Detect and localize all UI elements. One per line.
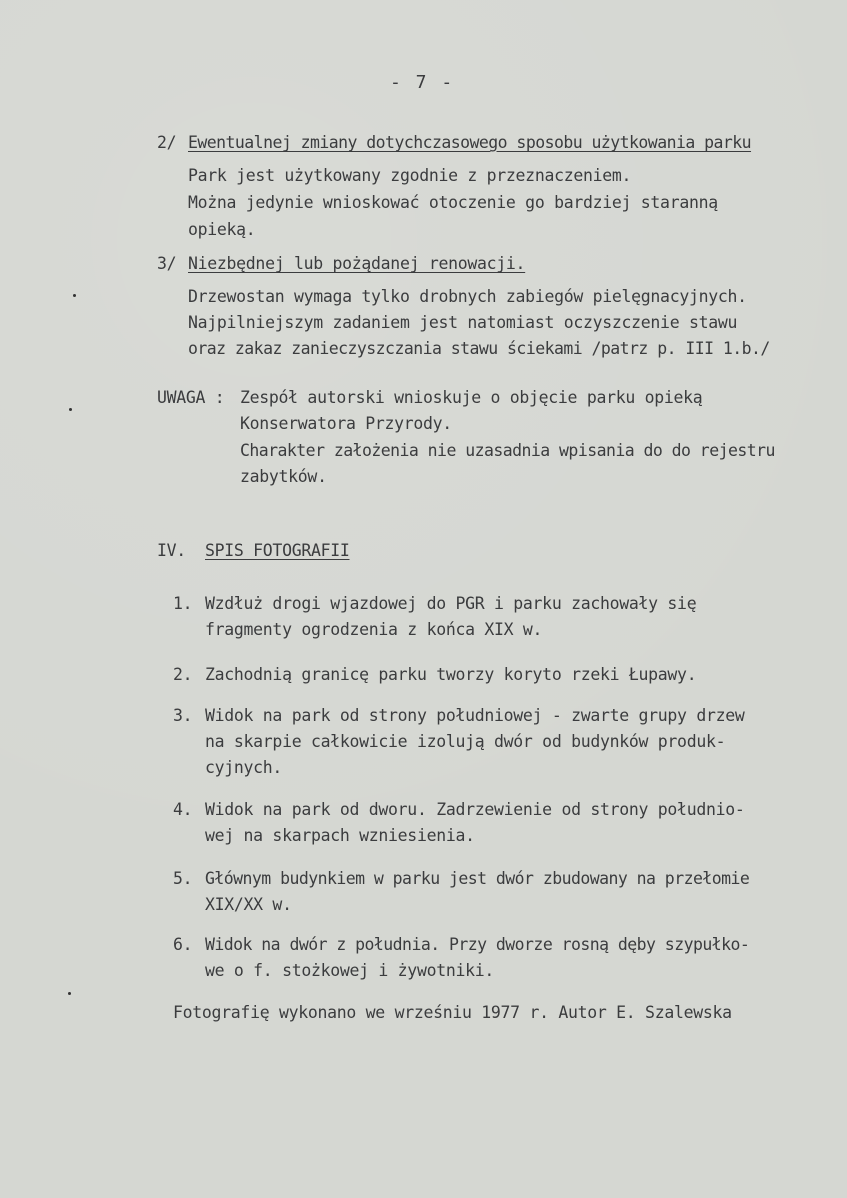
photo-item-number: 1.: [173, 594, 193, 613]
section-2-line: Można jedynie wnioskować otoczenie go bardziej staranną: [188, 193, 718, 212]
photo-item-number: 2.: [173, 665, 193, 684]
margin-mark: [68, 992, 71, 995]
note-label: UWAGA :: [157, 388, 225, 407]
photo-item-line: Widok na park od strony południowej - zwarte grupy drzew: [205, 706, 745, 725]
photo-item-number: 5.: [173, 869, 193, 888]
page-number: - 7 -: [390, 72, 455, 93]
note-line: zabytków.: [240, 467, 327, 486]
section-4-heading: SPIS FOTOGRAFII: [205, 541, 350, 560]
margin-mark: [73, 294, 76, 297]
section-3-line: Drzewostan wymaga tylko drobnych zabiegów pielęgnacyjnych.: [188, 287, 747, 306]
note-line: Konserwatora Przyrody.: [240, 414, 452, 433]
margin-mark: [69, 408, 72, 411]
section-2-line: opieką.: [188, 220, 256, 239]
section-3-number: 3/: [157, 254, 177, 273]
photo-footer-note: Fotografię wykonano we wrześniu 1977 r. Autor E. Szalewska: [173, 1003, 732, 1022]
section-3-heading: Niezbędnej lub pożądanej renowacji.: [188, 254, 526, 273]
section-4-number: IV.: [157, 541, 186, 560]
photo-item-line: na skarpie całkowicie izolują dwór od budynków produk-: [205, 732, 726, 751]
photo-item-line: Widok na park od dworu. Zadrzewienie od strony południo-: [205, 800, 745, 819]
section-3-line: oraz zakaz zanieczyszczania stawu ściekami /patrz p. III 1.b./: [188, 339, 770, 358]
photo-item-line: fragmenty ogrodzenia z końca XIX w.: [205, 620, 543, 639]
photo-item-line: Wzdłuż drogi wjazdowej do PGR i parku zachowały się: [205, 594, 697, 613]
photo-item-line: cyjnych.: [205, 758, 283, 777]
section-2-heading: Ewentualnej zmiany dotychczasowego sposobu użytkowania parku: [188, 133, 752, 152]
photo-item-line: wej na skarpach wzniesienia.: [205, 826, 475, 845]
photo-item-number: 3.: [173, 706, 193, 725]
note-line: Zespół autorski wnioskuje o objęcie parku opieką: [240, 388, 703, 407]
photo-item-line: Głównym budynkiem w parku jest dwór zbudowany na przełomie: [205, 869, 750, 888]
photo-item-line: Widok na dwór z południa. Przy dworze rosną dęby szypułko-: [205, 935, 750, 954]
photo-item-line: XIX/XX w.: [205, 895, 292, 914]
note-line: Charakter założenia nie uzasadnia wpisania do do rejestru: [240, 441, 775, 460]
section-3-line: Najpilniejszym zadaniem jest natomiast oczyszczenie stawu: [188, 313, 738, 332]
section-2-line: Park jest użytkowany zgodnie z przeznaczeniem.: [188, 166, 632, 185]
photo-item-number: 6.: [173, 935, 193, 954]
photo-item-line: Zachodnią granicę parku tworzy koryto rzeki Łupawy.: [205, 665, 697, 684]
photo-item-line: we o f. stożkowej i żywotniki.: [205, 961, 495, 980]
photo-item-number: 4.: [173, 800, 193, 819]
section-2-number: 2/: [157, 133, 177, 152]
